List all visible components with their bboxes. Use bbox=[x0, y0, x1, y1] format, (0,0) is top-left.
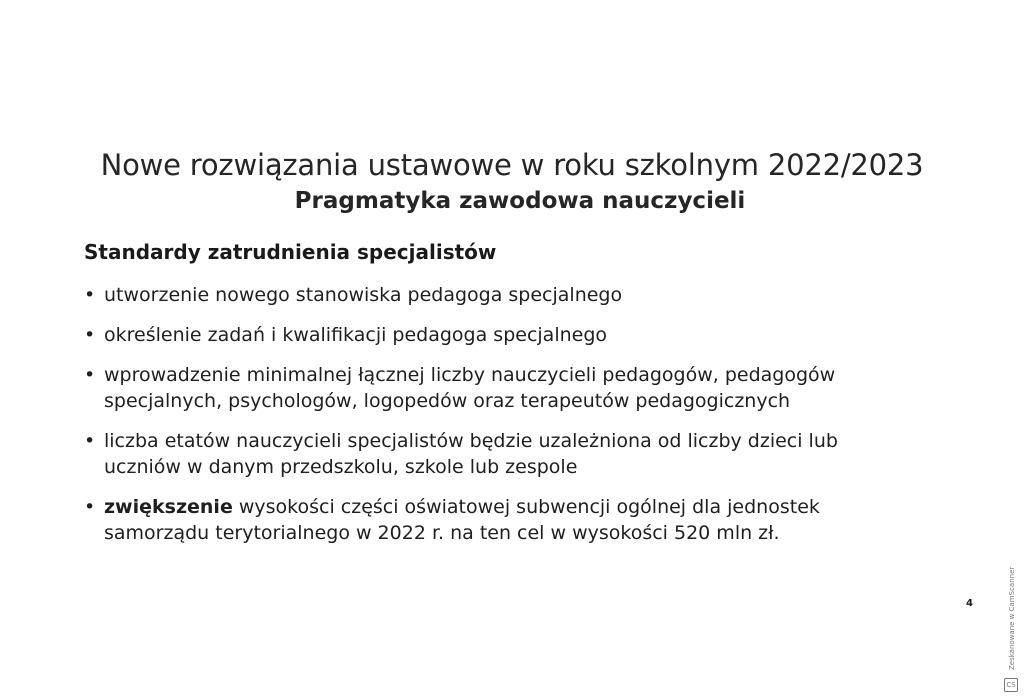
bullet-text: wysokości części oświatowej subwencji ogólnej dla jednostek samorządu terytorialnego w 2022 r. na ten cel w wysokości 520 mln zł. bbox=[104, 496, 820, 544]
bullet-item bbox=[84, 362, 904, 414]
bullet-item bbox=[84, 428, 904, 480]
slide-title: Nowe rozwiązania ustawowe w roku szkolnym 2022/2023 bbox=[100, 148, 924, 182]
bullet-dot-icon: • bbox=[84, 430, 96, 452]
bullet-emphasis: zwiększenie bbox=[104, 496, 233, 518]
bullet-item bbox=[84, 282, 904, 308]
bullet-dot-icon: • bbox=[84, 324, 96, 346]
bullet-dot-icon: • bbox=[84, 364, 96, 386]
bullet-text: utworzenie nowego stanowiska pedagoga specjalnego bbox=[104, 284, 623, 306]
bullet-dot-icon: • bbox=[84, 496, 96, 518]
page-number: 4 bbox=[966, 598, 973, 609]
bullet-text: wprowadzenie minimalnej łącznej liczby nauczycieli pedagogów, pedagogów specjalnych, psychologów, logopedów oraz terapeutów pedagogicznych bbox=[104, 364, 836, 412]
slide-subtitle: Pragmatyka zawodowa nauczycieli bbox=[294, 188, 746, 214]
camscanner-logo-icon: CS bbox=[1004, 678, 1018, 692]
bullet-list bbox=[84, 282, 904, 560]
watermark-text: Zeskanowane w CamScanner bbox=[1008, 566, 1016, 670]
bullet-item bbox=[84, 322, 904, 348]
bullet-dot-icon: • bbox=[84, 284, 96, 306]
bullet-text: liczba etatów nauczycieli specjalistów będzie uzależniona od liczby dzieci lub uczniów w danym przedszkolu, szkole lub zespole bbox=[104, 430, 838, 478]
section-heading: Standardy zatrudnienia specjalistów bbox=[84, 240, 497, 264]
scanner-watermark bbox=[1002, 542, 1018, 692]
bullet-item bbox=[84, 494, 904, 546]
bullet-text: określenie zadań i kwalifikacji pedagoga specjalnego bbox=[104, 324, 608, 346]
